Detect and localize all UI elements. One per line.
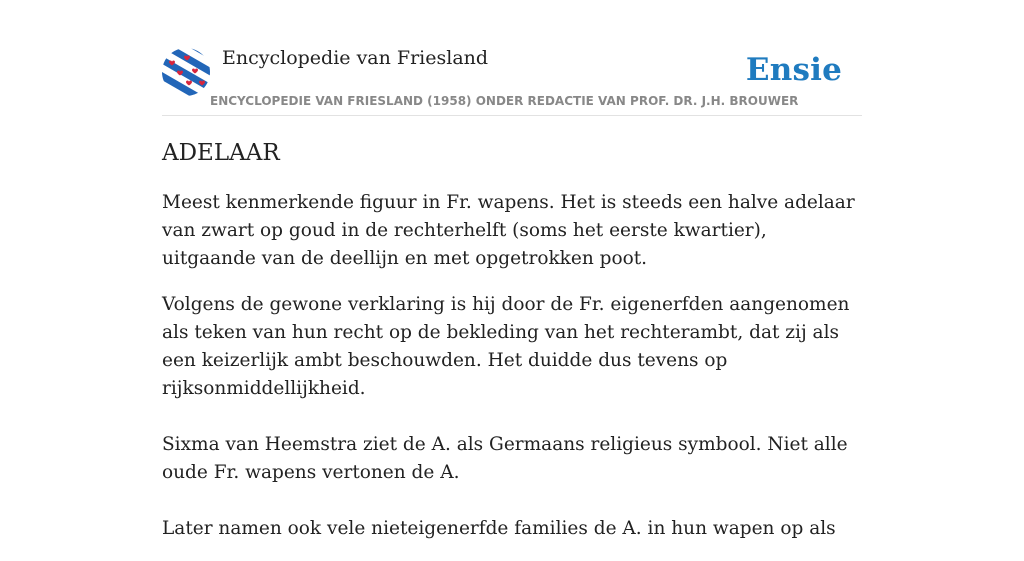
header (162, 44, 862, 116)
ensie-brand-logo[interactable]: Ensie (745, 52, 842, 88)
entry-content (162, 140, 862, 561)
book-subtitle: ENCYCLOPEDIE VAN FRIESLAND (1958) ONDER REDACTIE VAN PROF. DR. J.H. BROUWER (210, 94, 799, 108)
book-title[interactable]: Encyclopedie van Friesland (222, 47, 489, 69)
header-divider (162, 115, 862, 116)
entry-paragraph: Meest kenmerkende figuur in Fr. wapens. Het is steeds een halve adelaar van zwart op goud in de rechterhelft (soms het eerste kwartier), uitgaande van de deellijn en met opgetrokken poot. (162, 192, 855, 269)
frisian-flag-logo-icon[interactable] (162, 48, 210, 96)
entry-paragraph: Volgens de gewone verklaring is hij door de Fr. eigenerfden aangenomen als teken van hun recht op de bekleding van het rechterambt, dat zij als een keizerlijk ambt beschouwden. Het duidde dus tevens op rijksonmiddellijkheid. Sixma van Heemstra ziet de A. als Germaans religieus symbool. Niet alle oude Fr. wapens vertonen de A. Later namen ook vele nieteigenerfde families de A. in hun wapen op als (162, 294, 850, 539)
entry-title: ADELAAR (162, 140, 280, 166)
